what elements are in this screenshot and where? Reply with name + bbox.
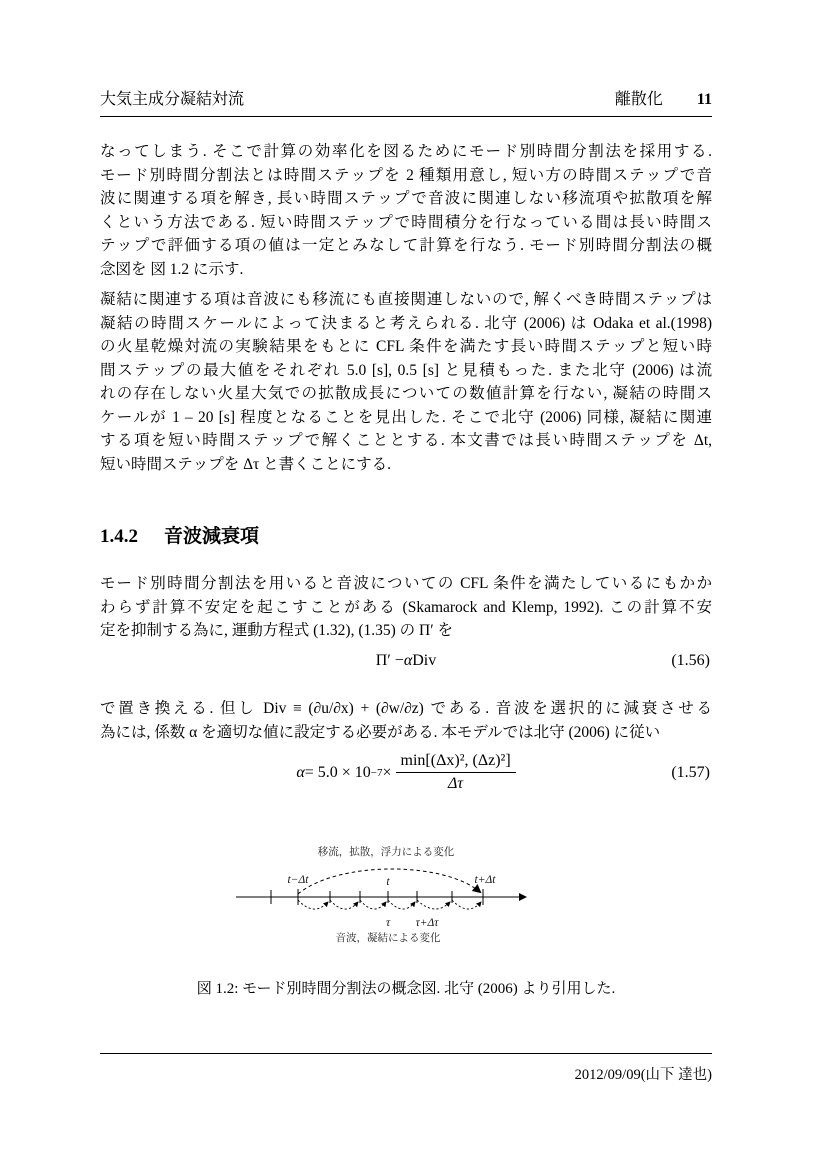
- equation-1-57-content: α = 5.0 × 10 −7 × $\frac{\text{min[(Δx)², (Δz)²]}}{\Delta\tau}$: [296, 752, 515, 793]
- text-line: 為には, 係数 α を適切な値に設定する必要がある. 本モデルでは北守 (2006) に従い: [100, 723, 661, 741]
- text-line: くという方法である. 短い時間ステップで時間積分を行なっている間は長い時間ス: [100, 213, 712, 231]
- short-step-arc: [360, 900, 386, 909]
- axis-label-t-plus-dt: t+Δt: [474, 874, 496, 886]
- section-number: 1.4.2: [100, 526, 138, 547]
- text-line: わらず計算不安定を起こすことがある (Skamarock and Klemp, 1992). この計算不安: [100, 598, 712, 616]
- axis-label-t-minus-dt: t−Δt: [287, 874, 309, 886]
- text-line: 間ステップの最大値をそれぞれ 5.0 [s], 0.5 [s] と見積もった. また北守 (2006) は流: [100, 361, 712, 379]
- text-line: テップで評価する項の値は一定とみなして計算を行なう. モード別時間分割法の概: [100, 237, 712, 254]
- figure-top-label: 移流，拡散，浮力による変化: [317, 846, 455, 858]
- section-heading: [100, 521, 712, 548]
- text-line: 短い時間ステップを Δτ と書くことにする.: [100, 455, 392, 473]
- section-title: 音波減衰項: [164, 526, 260, 547]
- eq157-lhs: = 5.0 × 10: [304, 763, 371, 781]
- axis-label-tau-plus-dtau: τ+Δτ: [415, 917, 439, 929]
- text-line: モード別時間分割法とは時間ステップを 2 種類用意し, 短い方の時間ステップで音: [100, 166, 712, 184]
- figure-caption: 図 1.2: モード別時間分割法の概念図. 北守 (2006) より引用した.: [196, 981, 616, 997]
- paragraph-time-splitting: [100, 140, 712, 281]
- text-line: なってしまう. そこで計算の効率化を図るためにモード別時間分割法を採用する.: [100, 143, 712, 160]
- paragraph-sound-damping: [100, 572, 712, 643]
- short-step-arc: [388, 900, 415, 909]
- equation-1-56-content: [376, 652, 436, 670]
- eq156-operator: Div: [412, 652, 437, 669]
- paragraph-alpha-choice: [100, 697, 712, 744]
- page-footer: [100, 1053, 712, 1084]
- eq157-times: ×: [382, 763, 392, 781]
- axis-label-t: t: [386, 876, 390, 888]
- text-line: 波に関連する項を解き, 長い時間ステップで音波に関連しない移流項や拡散項を解: [100, 190, 712, 207]
- equation-1-56: [100, 652, 712, 670]
- equation-1-57-tag: (1.57): [671, 763, 710, 781]
- text-line: の火星乾燥対流の実験結果をもとに CFL 条件を満たす長い時間ステップと短い時: [100, 338, 712, 355]
- text-line: する項を短い時間ステップで解くこととする. 本文書では長い時間ステップを Δt,: [100, 432, 712, 449]
- short-step-arc: [298, 900, 328, 909]
- short-step-arc: [417, 900, 450, 909]
- text-line: 凝結の時間スケールによって決まると考えられる. 北守 (2006) は Odaka et al.(1998): [100, 314, 712, 332]
- short-step-arc: [452, 900, 481, 909]
- equation-1-57: [100, 752, 712, 793]
- text-line: 定を抑制する為に, 運動方程式 (1.32), (1.35) の Π′ を: [100, 622, 453, 639]
- page-number: 11: [696, 91, 712, 108]
- text-line: モード別時間分割法を用いると音波についての CFL 条件を満たしているにもかか: [100, 575, 712, 592]
- footer-date-author: 2012/09/09(山下 達也): [574, 1067, 712, 1083]
- eq156-pi-term: Π′ −: [375, 652, 404, 669]
- text-line: れの存在しない火星大気での拡散成長についての数値計算を行ない, 凝結の時間ス: [100, 385, 712, 402]
- equation-1-56-tag: (1.56): [671, 652, 710, 669]
- paragraph-condensation-timestep: [100, 288, 712, 476]
- header-left-title: 大気主成分凝結対流: [100, 91, 245, 108]
- text-line: ケールが 1 – 20 [s] 程度となることを見出した. そこで北守 (2006) 同様, 凝結に関連: [100, 408, 712, 426]
- text-line: 念図を 図 1.2 に示す.: [100, 260, 244, 278]
- text-line: 凝結に関連する項は音波にも移流にも直接関連しないので, 解くべき時間ステップは: [100, 291, 712, 308]
- eq156-alpha: α: [403, 652, 413, 669]
- header-section-title: 離散化: [614, 91, 663, 108]
- figure-time-splitting-diagram: [228, 845, 548, 945]
- header-right: [615, 86, 712, 109]
- page-header: [100, 86, 712, 117]
- short-step-arc: [330, 900, 358, 909]
- text-line: で置き換える. 但し Div ≡ (∂u/∂x) + (∂w/∂z) である. 音波を選択的に減衰させる: [100, 700, 712, 717]
- eq157-alpha: α: [296, 763, 305, 781]
- eq157-numerator: min[(Δx)², (Δz)²]: [400, 752, 511, 769]
- eq157-fraction: [396, 752, 516, 793]
- figure-bottom-label: 音波，凝結による変化: [335, 932, 441, 944]
- axis-label-tau: τ: [385, 917, 391, 929]
- eq157-denominator: Δτ: [396, 772, 516, 793]
